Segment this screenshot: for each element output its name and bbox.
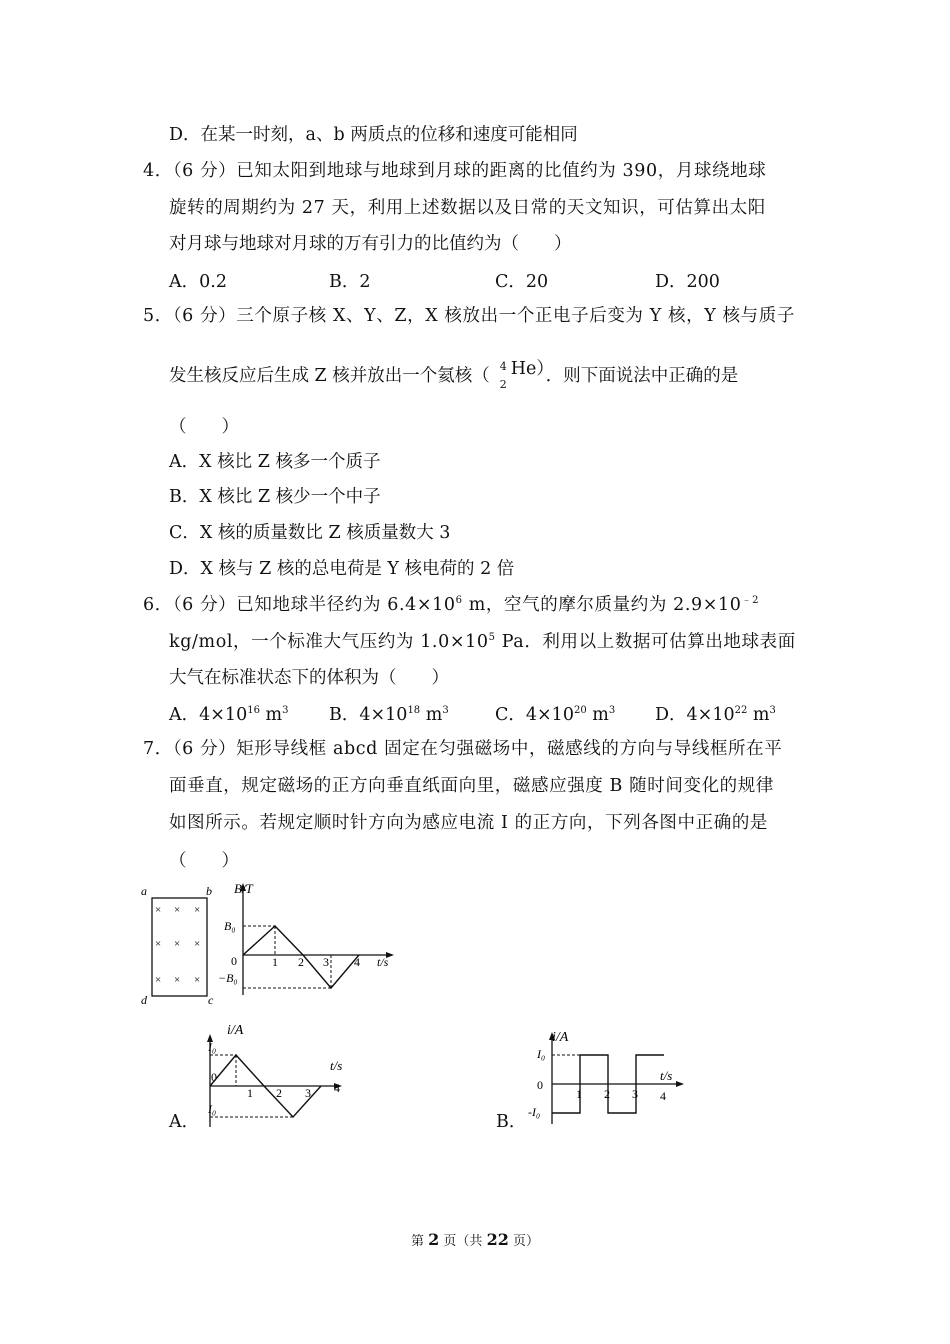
q7-answer-blank: （ ） bbox=[169, 851, 239, 871]
tick-3: 3 bbox=[323, 955, 329, 969]
helium-symbol: He） bbox=[510, 359, 554, 379]
q4-stem-line1: 4．（6 分）已知太阳到地球与地球到月球的距离的比值约为 390，月球绕地球 bbox=[143, 161, 767, 181]
q7-option-b-label: B． bbox=[496, 1112, 527, 1132]
field-cross: × bbox=[174, 974, 181, 986]
q6-option-c: C．$4\times 10^{20}$ $m^3$ bbox=[495, 705, 616, 725]
helium-nucleus-notation bbox=[490, 357, 554, 391]
q6-line1-part2: m，空气的摩尔质量约为 2.9×10 bbox=[462, 595, 742, 615]
q6-option-d: D．$4\times 10^{22}$ $m^3$ bbox=[655, 705, 776, 725]
tick-2: 2 bbox=[298, 955, 304, 969]
q5-option-a: A．X 核比 Z 核多一个质子 bbox=[169, 452, 381, 472]
field-cross: × bbox=[155, 974, 162, 986]
wire-frame-figure bbox=[138, 882, 218, 1006]
q6-option-a: A．$4\times 10^{16}$ $m^3$ bbox=[169, 705, 289, 725]
i-axis-label: i/A bbox=[227, 1023, 244, 1038]
tick-3: 3 bbox=[305, 1086, 311, 1100]
q5-stem-line2 bbox=[169, 357, 739, 391]
q5-option-d: D．X 核与 Z 核的总电荷是 Y 核电荷的 2 倍 bbox=[169, 559, 515, 579]
tick-4: 4 bbox=[660, 1089, 666, 1103]
q6-radius-exponent: 6 bbox=[455, 595, 463, 606]
time-axis-label: t/s bbox=[330, 1058, 343, 1073]
time-axis-label: t/s bbox=[660, 1068, 673, 1083]
tick-2: 2 bbox=[604, 1087, 610, 1101]
field-cross: × bbox=[155, 904, 162, 916]
frame-corner-c: c bbox=[208, 993, 214, 1006]
footer-middle: 页（共 bbox=[439, 1234, 487, 1249]
tick-3: 3 bbox=[632, 1087, 638, 1101]
tick-4: 4 bbox=[354, 955, 360, 969]
q4-option-d: D．200 bbox=[655, 272, 720, 292]
tick-1: 1 bbox=[576, 1087, 582, 1101]
q6-stem-line1 bbox=[143, 593, 759, 617]
neg-b0-label: −B₀ bbox=[218, 971, 238, 985]
footer-prefix: 第 bbox=[411, 1234, 429, 1249]
total-page-count: 22 bbox=[486, 1230, 509, 1249]
neg-i0-label: I₀ bbox=[208, 1102, 217, 1116]
b-t-graph bbox=[218, 880, 400, 1000]
tick-2: 2 bbox=[276, 1086, 282, 1100]
frame-corner-d: d bbox=[141, 993, 147, 1006]
field-cross: × bbox=[174, 904, 181, 916]
q4-stem-line3: 对月球与地球对月球的万有引力的比值约为（ ） bbox=[169, 234, 572, 254]
field-cross: × bbox=[194, 938, 201, 950]
tick-1: 1 bbox=[247, 1086, 253, 1100]
q4-stem-line2: 旋转的周期约为 27 天，利用上述数据以及日常的天文知识，可估算出太阳 bbox=[169, 198, 766, 218]
current-page-number: 2 bbox=[428, 1230, 440, 1249]
footer-suffix: 页） bbox=[508, 1234, 539, 1249]
field-cross: × bbox=[194, 974, 201, 986]
q5-option-b: B．X 核比 Z 核少一个中子 bbox=[169, 487, 381, 507]
q5-stem-line2-end: ．则下面说法中正确的是 bbox=[545, 366, 739, 386]
q7-stem-line2: 面垂直，规定磁场的正方向垂直纸面向里，磁感应强度 B 随时间变化的规律 bbox=[169, 776, 774, 796]
frame-corner-a: a bbox=[141, 884, 147, 898]
tick-1: 1 bbox=[272, 955, 278, 969]
field-cross: × bbox=[155, 938, 162, 950]
q4-option-a: A．0.2 bbox=[169, 272, 227, 292]
q7-option-a-label: A． bbox=[169, 1112, 200, 1132]
origin-label: 0 bbox=[537, 1078, 543, 1092]
helium-atomic-number: 2 bbox=[499, 378, 507, 391]
frame-corner-b: b bbox=[206, 884, 212, 898]
q6-stem-line3: 大气在标准状态下的体积为（ ） bbox=[169, 668, 449, 688]
q6-stem-line2 bbox=[169, 630, 796, 654]
prev-question-option-d: D．在某一时刻，a、b 两质点的位移和速度可能相同 bbox=[169, 125, 578, 145]
option-b-current-graph bbox=[525, 1022, 690, 1127]
q6-option-b: B．$4\times 10^{18}$ $m^3$ bbox=[329, 705, 449, 725]
page-footer bbox=[0, 1230, 950, 1249]
time-axis-label: t/s bbox=[377, 955, 389, 969]
b-axis-label: B/T bbox=[234, 881, 253, 896]
field-cross: × bbox=[174, 938, 181, 950]
q4-option-c: C．20 bbox=[495, 272, 549, 292]
tick-4: 4 bbox=[334, 1081, 340, 1095]
option-a-current-graph bbox=[190, 1015, 360, 1130]
origin-label: 0 bbox=[231, 954, 237, 968]
q7-stem-line3: 如图所示。若规定顺时针方向为感应电流 I 的正方向，下列各图中正确的是 bbox=[169, 813, 769, 833]
i0-label: I₀ bbox=[537, 1047, 546, 1061]
q5-stem-line1: 5．（6 分）三个原子核 X、Y、Z，X 核放出一个正电子后变为 Y 核，Y 核与质子 bbox=[143, 306, 795, 326]
field-cross: × bbox=[194, 904, 201, 916]
magnetic-field-crosses bbox=[155, 904, 200, 986]
q6-pressure-exponent: 5 bbox=[488, 632, 496, 643]
q6-line1-part1: 6．（6 分）已知地球半径约为 6.4×10 bbox=[143, 595, 456, 615]
helium-mass-number: 4 bbox=[499, 360, 507, 373]
time-axis-arrow bbox=[676, 1081, 684, 1087]
b0-label: B₀ bbox=[224, 919, 236, 933]
q6-line2-part1: kg/mol，一个标准大气压约为 1.0×10 bbox=[169, 632, 489, 652]
q6-line2-part2: Pa．利用以上数据可估算出地球表面 bbox=[495, 632, 796, 652]
q4-option-b: B．2 bbox=[329, 272, 371, 292]
origin-label: 0 bbox=[211, 1070, 217, 1084]
i-axis-label: i/A bbox=[552, 1030, 569, 1045]
q5-stem-line2-start: 发生核反应后生成 Z 核并放出一个氦核（ bbox=[169, 366, 490, 386]
q6-molar-mass-exponent: ﹣2 bbox=[741, 595, 760, 606]
q7-stem-line1: 7．（6 分）矩形导线框 abcd 固定在匀强磁场中，磁感线的方向与导线框所在平 bbox=[143, 739, 783, 759]
q5-answer-blank: （ ） bbox=[169, 417, 239, 437]
q5-option-c: C．X 核的质量数比 Z 核质量数大 3 bbox=[169, 523, 451, 543]
neg-i0-label: -I₀ bbox=[528, 1105, 541, 1119]
i0-label: I₀ bbox=[208, 1040, 217, 1054]
